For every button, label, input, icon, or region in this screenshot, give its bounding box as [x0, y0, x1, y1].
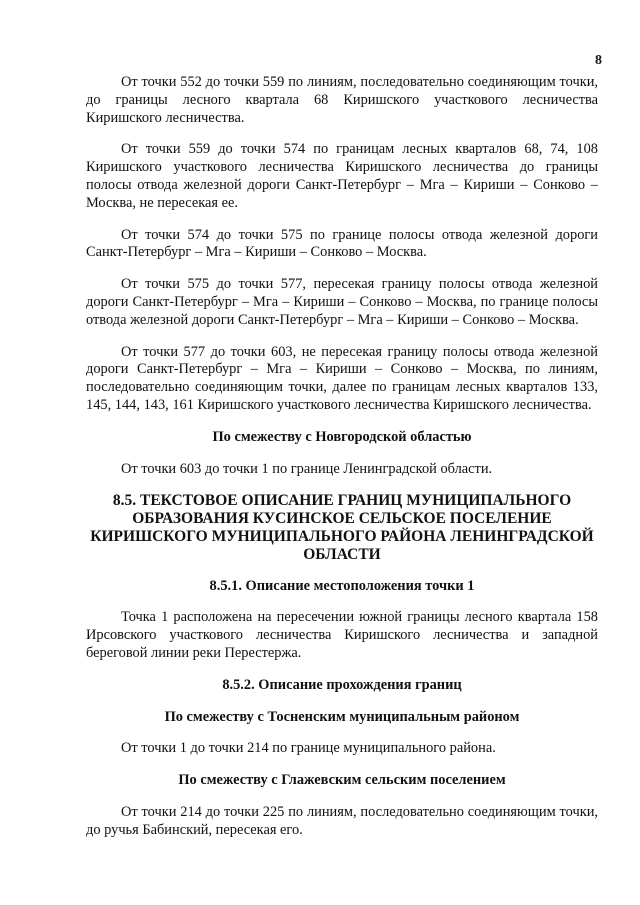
subsection-title-borders: 8.5.2. Описание прохождения границ [222, 676, 462, 693]
heading-glazhevo-border: По смежеству с Глажевским сельским поселением [178, 772, 506, 789]
document-body [86, 74, 598, 854]
paragraph: От точки 552 до точки 559 по линиям, последовательно соединяющим точки, до границы лесного квартала 68 Киришского участкового лесничества Киришского лесничества. [86, 74, 598, 126]
paragraph-tosno-border: От точки 1 до точки 214 по границе муниципального района. [121, 740, 496, 757]
paragraph: От точки 559 до точки 574 по границам лесных кварталов 68, 74, 108 Киришского участкового лесничества Киришского лесничества до границы полосы отвода железной дороги Санкт-Петербург – Мга – Кириши – Сонково – Москва, не пересекая ее. [86, 141, 598, 211]
heading-tosno-border: По смежеству с Тосненским муниципальным районом [164, 708, 520, 725]
heading-novgorod-border: По смежеству с Новгородской областью [212, 428, 472, 445]
subsection-title-point-1: 8.5.1. Описание местоположения точки 1 [209, 577, 475, 594]
paragraph-glazhevo-border: От точки 214 до точки 225 по линиям, последовательно соединяющим точки, до ручья Бабинский, пересекая его. [86, 803, 598, 838]
paragraph: От точки 577 до точки 603, не пересекая границу полосы отвода железной дороги Санкт-Петербург – Мга – Кириши – Сонково – Москва, по линиям, последовательно соединяющим точки, далее по границам лесных кварталов 133, 145, 144, 143, 161 Киришского участкового лесничества Киришского лесничества. [86, 343, 598, 413]
paragraph-point-1: Точка 1 расположена на пересечении южной границы лесного квартала 158 Ирсовского участкового лесничества Киришского лесничества и западной береговой линии реки Перестержа. [86, 609, 598, 661]
paragraph: От точки 574 до точки 575 по границе полосы отвода железной дороги Санкт-Петербург – Мга – Кириши – Сонково – Москва. [86, 226, 598, 261]
paragraph: От точки 575 до точки 577, пересекая границу полосы отвода железной дороги Санкт-Петербург – Мга – Кириши – Сонково – Москва, по границе полосы отвода железной дороги Санкт-Петербург – Мга – Кириши – Сонково – Москва. [86, 276, 598, 328]
page-number: 8 [595, 53, 602, 68]
paragraph-novgorod-border: От точки 603 до точки 1 по границе Ленинградской области. [121, 460, 493, 477]
section-title: 8.5. ТЕКСТОВОЕ ОПИСАНИЕ ГРАНИЦ МУНИЦИПАЛЬНОГО ОБРАЗОВАНИЯ КУСИНСКОЕ СЕЛЬСКОЕ ПОСЕЛЕНИЕ КИРИШСКОГО МУНИЦИПАЛЬНОГО РАЙОНА ЛЕНИНГРАДСКОЙ ОБЛАСТИ [90, 492, 594, 563]
